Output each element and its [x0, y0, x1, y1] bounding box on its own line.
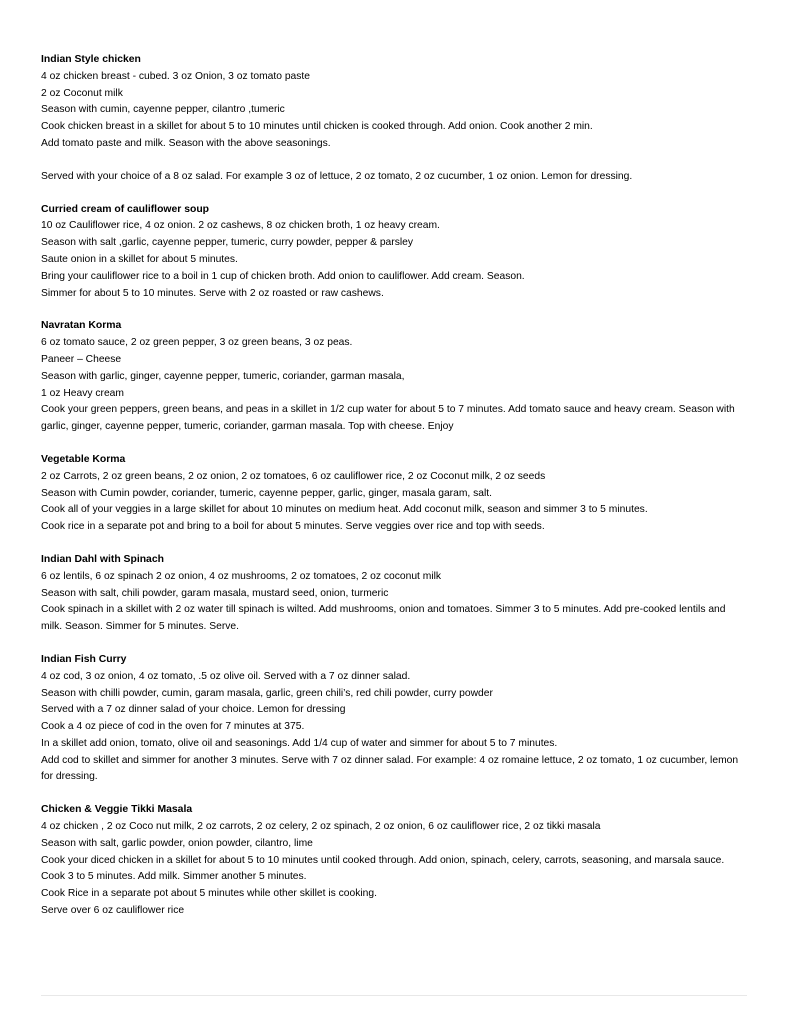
page-footer-divider: [41, 995, 747, 996]
recipe-line: Add tomato paste and milk. Season with the above seasonings.: [41, 137, 331, 149]
recipe-line: Served with a 7 oz dinner salad of your choice. Lemon for dressing: [41, 704, 346, 716]
recipe-line: Cook your diced chicken in a skillet for about 5 to 10 minutes until cooked through. Add onion, spinach, celery, carrots, seasoning, and marsala sauce. Cook 3 to 5 minutes. Add milk. Simmer another 5 minutes.: [41, 854, 725, 883]
recipe-line: Season with garlic, ginger, cayenne pepper, tumeric, coriander, garman masala,: [41, 370, 405, 382]
recipe-title: Indian Fish Curry: [41, 653, 127, 665]
recipe-line: 1 oz Heavy cream: [41, 387, 124, 399]
recipe-line: Serve over 6 oz cauliflower rice: [41, 905, 185, 917]
recipe-line: Season with Cumin powder, coriander, tumeric, cayenne pepper, garlic, ginger, masala garam, salt.: [41, 487, 493, 499]
recipe-line: Simmer for about 5 to 10 minutes. Serve with 2 oz roasted or raw cashews.: [41, 287, 384, 299]
recipe-title: Indian Dahl with Spinach: [41, 553, 164, 565]
recipe-line: Cook your green peppers, green beans, and peas in a skillet in 1/2 cup water for about 5 to 7 minutes. Add tomato sauce and heavy cream. Season with garlic, ginger, cayenne pepper, tumeric, coriander, garman masala. Top with cheese. Enjoy: [41, 404, 735, 433]
recipe-section: [41, 52, 747, 153]
recipe-line: Season with salt, chili powder, garam masala, mustard seed, onion, turmeric: [41, 587, 389, 599]
recipe-line: Season with salt ,garlic, cayenne pepper, tumeric, curry powder, pepper & parsley: [41, 237, 414, 249]
recipe-line: 4 oz cod, 3 oz onion, 4 oz tomato, .5 oz olive oil. Served with a 7 oz dinner salad.: [41, 670, 411, 682]
recipe-line: Cook chicken breast in a skillet for about 5 to 10 minutes until chicken is cooked through. Add onion. Cook another 2 min.: [41, 121, 593, 133]
recipe-line: 6 oz tomato sauce, 2 oz green pepper, 3 oz green beans, 3 oz peas.: [41, 337, 353, 349]
recipe-line: Season with cumin, cayenne pepper, cilantro ,tumeric: [41, 104, 285, 116]
recipe-section: [41, 202, 747, 303]
recipe-line: In a skillet add onion, tomato, olive oil and seasonings. Add 1/4 cup of water and simmer for about 5 to 7 minutes.: [41, 737, 558, 749]
recipe-line: Paneer – Cheese: [41, 353, 122, 365]
recipe-section: [41, 652, 747, 786]
recipe-line: 4 oz chicken , 2 oz Coco nut milk, 2 oz carrots, 2 oz celery, 2 oz spinach, 2 oz onion, 6 oz cauliflower rice, 2 oz tikki masala: [41, 821, 601, 833]
recipe-section: [41, 802, 747, 920]
recipe-section: [41, 318, 747, 436]
recipe-line: Cook spinach in a skillet with 2 oz water till spinach is wilted. Add mushrooms, onion and tomatoes. Simmer 3 to 5 minutes. Add pre-cooked lentils and milk. Season. Simmer for 5 minutes. Serve.: [41, 604, 726, 633]
recipe-section: [41, 452, 747, 536]
recipe-line: Bring your cauliflower rice to a boil in 1 cup of chicken broth. Add onion to cauliflower. Add cream. Season.: [41, 270, 525, 282]
recipe-title: Navratan Korma: [41, 320, 122, 332]
recipe-line: Saute onion in a skillet for about 5 minutes.: [41, 253, 238, 265]
recipe-line: 10 oz Cauliflower rice, 4 oz onion. 2 oz cashews, 8 oz chicken broth, 1 oz heavy cream.: [41, 220, 440, 232]
recipe-line: 4 oz chicken breast - cubed. 3 oz Onion, 3 oz tomato paste: [41, 70, 311, 82]
recipe-line: 2 oz Carrots, 2 oz green beans, 2 oz onion, 2 oz tomatoes, 6 oz cauliflower rice, 2 oz Coconut milk, 2 oz seeds: [41, 470, 546, 482]
document-body: [41, 52, 747, 920]
recipe-line: 2 oz Coconut milk: [41, 87, 123, 99]
recipe-line: Add cod to skillet and simmer for another 3 minutes. Serve with 7 oz dinner salad. For example: 4 oz romaine lettuce, 2 oz tomato, 1 oz cucumber, lemon for dressing.: [41, 754, 739, 783]
recipe-line: Cook Rice in a separate pot about 5 minutes while other skillet is cooking.: [41, 888, 377, 900]
recipe-line: Cook rice in a separate pot and bring to a boil for about 5 minutes. Serve veggies over rice and top with seeds.: [41, 521, 545, 533]
recipe-title: Curried cream of cauliflower soup: [41, 203, 210, 215]
recipe-line: Cook all of your veggies in a large skillet for about 10 minutes on medium heat. Add coconut milk, season and simmer 3 to 5 minutes.: [41, 504, 648, 516]
recipe-line: Season with chilli powder, cumin, garam masala, garlic, green chili’s, red chili powder, curry powder: [41, 687, 493, 699]
recipe-line: Season with salt, garlic powder, onion powder, cilantro, lime: [41, 837, 313, 849]
serving-note: Served with your choice of a 8 oz salad. For example 3 oz of lettuce, 2 oz tomato, 2 oz cucumber, 1 oz onion. Lemon for dressing.: [41, 170, 633, 182]
recipe-line: Cook a 4 oz piece of cod in the oven for 7 minutes at 375.: [41, 721, 305, 733]
recipe-title: Chicken & Veggie Tikki Masala: [41, 804, 193, 816]
recipe-title: Vegetable Korma: [41, 453, 126, 465]
recipe-section: [41, 552, 747, 636]
recipe-line: 6 oz lentils, 6 oz spinach 2 oz onion, 4 oz mushrooms, 2 oz tomatoes, 2 oz coconut milk: [41, 570, 442, 582]
recipe-title: Indian Style chicken: [41, 54, 141, 65]
